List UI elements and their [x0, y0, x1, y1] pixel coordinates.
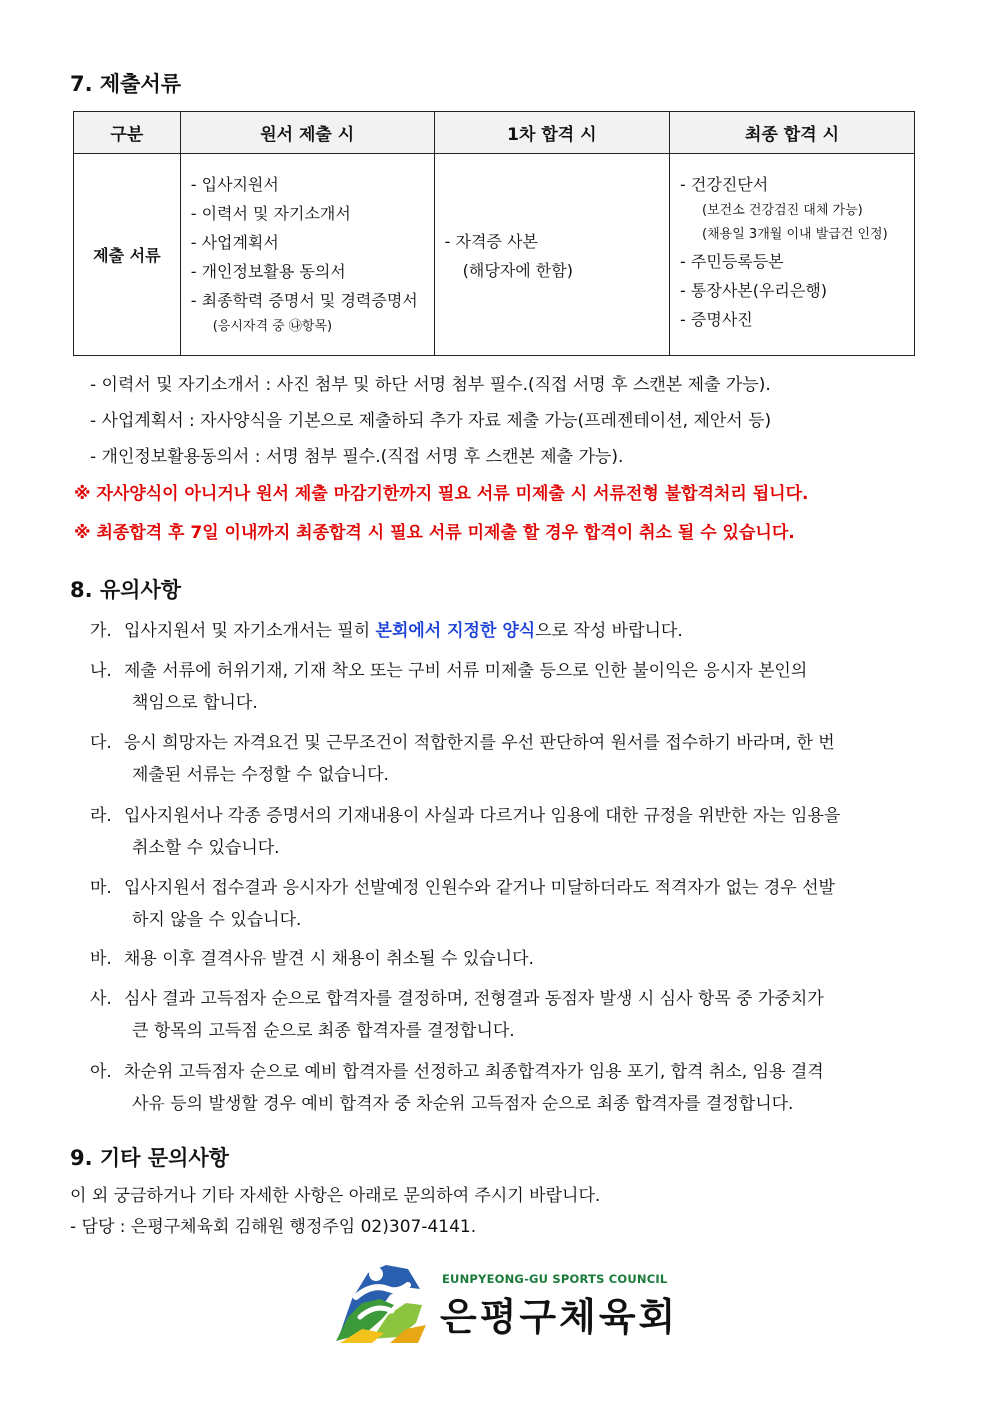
final-pass-docs-cell — [670, 154, 915, 356]
item-mark: 바. — [90, 949, 112, 969]
list-item: - 자격증 사본 — [444, 232, 538, 251]
list-item — [90, 615, 920, 647]
list-item: - 이력서 및 자기소개서 — [190, 204, 351, 223]
list-item-note: (채용일 3개월 이내 발급건 인정) — [702, 227, 888, 242]
section-9-title: 9. 기타 문의사항 — [70, 1146, 229, 1170]
section-7-title: 7. 제출서류 — [70, 72, 182, 96]
logo-emblem-icon — [332, 1259, 432, 1345]
item-text-cont: 책임으로 합니다. — [132, 693, 258, 713]
header-application: 원서 제출 시 — [180, 112, 434, 154]
header-final-pass: 최종 합격 시 — [670, 112, 915, 154]
item-text-post: 으로 작성 바랍니다. — [535, 621, 683, 641]
list-item — [90, 943, 920, 975]
item-mark: 다. — [90, 733, 112, 753]
item-mark: 사. — [90, 989, 112, 1009]
row-label: 제출 서류 — [74, 154, 181, 356]
item-text-cont: 큰 항목의 고득점 순으로 최종 합격자를 결정합니다. — [132, 1021, 515, 1041]
logo-english-name: EUNPYEONG-GU SPORTS COUNCIL — [442, 1272, 668, 1286]
list-item-note: (보건소 건강검진 대체 가능) — [702, 203, 863, 218]
application-docs-cell — [180, 154, 434, 356]
item-emphasis: 본회에서 지정한 양식 — [375, 621, 536, 641]
list-item: - 최종학력 증명서 및 경력증명서 — [190, 291, 418, 310]
list-item: - 주민등록등본 — [680, 252, 784, 271]
note-resume: - 이력서 및 자기소개서 : 사진 첨부 및 하단 서명 첨부 필수.(직접 서명 후 스캔본 제출 가능). — [90, 375, 771, 395]
item-text: 제출 서류에 허위기재, 기재 착오 또는 구비 서류 미제출 등으로 인한 불이익은 응시자 본인의 — [124, 661, 808, 681]
item-text-cont: 하지 않을 수 있습니다. — [132, 910, 302, 930]
list-item: - 건강진단서 — [680, 175, 769, 194]
warning-1: ※ 자사양식이 아니거나 원서 제출 마감기한까지 필요 서류 미제출 시 서류전형 불합격처리 됩니다. — [74, 484, 809, 504]
note-business-plan: - 사업계획서 : 자사양식을 기본으로 제출하되 추가 자료 제출 가능(프레젠테이션, 제안서 등) — [90, 411, 772, 431]
list-item — [90, 872, 920, 936]
list-item: - 개인정보활용 동의서 — [190, 262, 346, 281]
table-row — [74, 154, 915, 356]
list-item — [90, 727, 920, 791]
item-text: 응시 희망자는 자격요건 및 근무조건이 적합한지를 우선 판단하여 원서를 접수하기 바라며, 한 번 — [124, 733, 835, 753]
list-item-note: (응시자격 중 ㉯항목) — [212, 319, 333, 334]
section-8-title: 8. 유의사항 — [70, 578, 182, 602]
header-category: 구분 — [74, 112, 181, 154]
logo-korean-name: 은평구체육회 — [440, 1295, 679, 1339]
item-mark: 라. — [90, 806, 112, 826]
contact-text: - 담당 : 은평구체육회 김해원 행정주임 02)307-4141. — [70, 1217, 477, 1237]
list-item: - 사업계획서 — [190, 233, 279, 252]
header-first-pass: 1차 합격 시 — [434, 112, 669, 154]
item-mark: 가. — [90, 621, 112, 641]
note-privacy: - 개인정보활용동의서 : 서명 첨부 필수.(직접 서명 후 스캔본 제출 가능). — [90, 447, 624, 467]
list-item — [90, 655, 920, 719]
item-mark: 나. — [90, 661, 112, 681]
item-text-cont: 제출된 서류는 수정할 수 없습니다. — [132, 765, 389, 785]
list-item: - 입사지원서 — [190, 175, 279, 194]
item-text: 입사지원서나 각종 증명서의 기재내용이 사실과 다르거나 임용에 대한 규정을 위반한 자는 임용을 — [124, 806, 841, 826]
item-text: 입사지원서 접수결과 응시자가 선발예정 인원수와 같거나 미달하더라도 적격자가 없는 경우 선발 — [124, 878, 835, 898]
item-mark: 마. — [90, 878, 112, 898]
list-item: - 증명사진 — [680, 310, 753, 329]
list-item — [90, 983, 920, 1047]
inquiry-text: 이 외 궁금하거나 기타 자세한 사항은 아래로 문의하여 주시기 바랍니다. — [70, 1186, 601, 1206]
list-item — [90, 1056, 920, 1120]
item-text: 차순위 고득점자 순으로 예비 합격자를 선정하고 최종합격자가 임용 포기, 합격 취소, 임용 결격 — [124, 1062, 824, 1082]
item-text-cont: 사유 등의 발생할 경우 예비 합격자 중 차순위 고득점자 순으로 최종 합격자를 결정합니다. — [132, 1094, 794, 1114]
list-item — [90, 800, 920, 864]
list-item: - 통장사본(우리은행) — [680, 281, 828, 300]
item-text: 채용 이후 결격사유 발견 시 채용이 취소될 수 있습니다. — [124, 949, 534, 969]
documents-table — [73, 111, 915, 356]
item-text-pre: 입사지원서 및 자기소개서는 필히 — [124, 621, 376, 641]
list-item-note: (해당자에 한함) — [462, 261, 573, 280]
item-mark: 아. — [90, 1062, 112, 1082]
first-pass-docs-cell — [434, 154, 669, 356]
item-text-cont: 취소할 수 있습니다. — [132, 838, 280, 858]
table-header-row — [74, 112, 915, 154]
item-text: 심사 결과 고득점자 순으로 합격자를 결정하며, 전형결과 동점자 발생 시 심사 항목 중 가중치가 — [124, 989, 824, 1009]
warning-2: ※ 최종합격 후 7일 이내까지 최종합격 시 필요 서류 미제출 할 경우 합격이 취소 될 수 있습니다. — [74, 523, 795, 543]
